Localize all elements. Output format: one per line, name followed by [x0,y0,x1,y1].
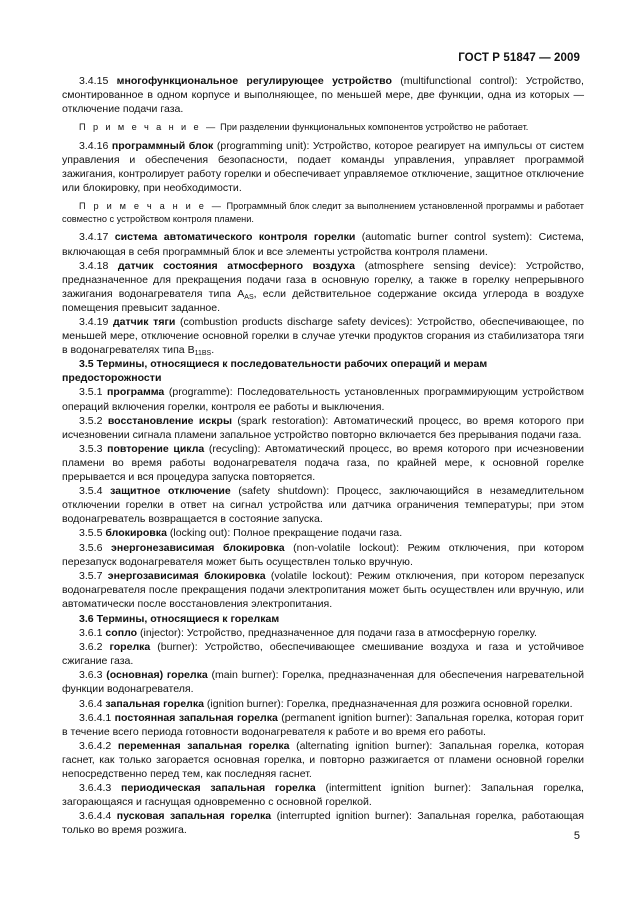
note-2 [62,200,584,225]
term-number: 3.4.16 [79,139,109,152]
term-name: блокировка [105,527,167,540]
note-1 [62,121,584,134]
term-3-4-19 [62,315,584,357]
term-3-6-4-1 [62,711,584,739]
term-3-4-17 [62,230,584,258]
term-definition: (recycling): Автоматический процесс, во время которого при исчезновении пламени во время работы водонагревателя подача газа, по крайней мере, к основной горелке прерывается и вся процедура запуска повторяется. [62,442,584,484]
term-number: 3.6.1 [79,627,103,640]
document-body [62,74,584,837]
term-number: 3.5.3 [79,442,103,455]
term-name: многофункциональное регулирующее устройство [116,75,392,87]
term-number: 3.4.19 [79,316,109,328]
page-number: 5 [573,830,580,842]
term-3-6-4 [62,697,584,711]
term-3-6-1 [62,626,584,640]
term-number: 3.5.4 [79,485,103,498]
note-text: Программный блок следит за выполнением установленной программы и работает совместно с устройством контроля пламени. [62,201,584,224]
term-definition: (interrupted ignition burner): Запальная горелка, работающая только во время розжига. [62,810,584,837]
term-definition: (injector): Устройство, предназначенное для подачи газа в атмосферную горелку. [140,627,537,640]
standard-header: ГОСТ Р 51847 — 2009 [458,52,580,64]
term-definition: (automatic burner control system): Система, включающая в себя программный блок и все элементы устройства контроля пламени. [62,231,584,258]
term-number: 3.6.4.4 [79,810,112,823]
term-definition: (main burner): Горелка, предназначенная для обеспечения нагревательной функции водонагревателя. [62,669,584,696]
term-name: переменная запальная горелка [117,739,290,752]
term-3-5-2 [62,414,584,442]
term-name: датчик состояния атмосферного воздуха [117,259,356,272]
type-subscript: 11BS [194,350,212,358]
term-3-5-1 [62,385,584,413]
term-name: восстановление искры [107,414,232,427]
term-definition: (volatile lockout): Режим отключения, при котором перезапуск водонагревателя после прекращения подачи электропитания может быть осуществлен или вручную, или автоматически после восстановления электропитания. [62,569,584,610]
term-number: 3.6.4 [79,697,103,710]
term-name: пусковая запальная горелка [116,810,272,823]
term-3-6-4-2 [62,739,584,781]
term-3-5-6 [62,541,584,569]
term-name: защитное отключение [110,485,231,498]
note-text: При разделении функциональных компонентов устройство не работает. [220,122,529,133]
term-3-6-4-4 [62,809,584,837]
term-3-5-5 [62,526,584,540]
term-number: 3.5.5 [79,527,103,540]
term-definition: (spark restoration): Автоматический процесс, во время которого при исчезновении сигнала пламени запальное устройство повторно включается без прерывания подачи газа. [62,414,584,441]
term-name: датчик тяги [112,316,176,328]
term-definition: (atmosphere sensing device): Устройство, предназначенное для прекращения подачи газа в основную горелку, а также в горелку непрерывного зажигания водонагревателя типа A [62,259,585,300]
term-name: повторение цикла [107,442,205,455]
term-definition-end: , если действительное содержание оксида углерода в воздухе помещения превысит заданное. [62,287,584,314]
type-subscript: AS [244,293,254,301]
term-3-5-3 [62,442,584,484]
term-3-4-15 [62,74,584,116]
term-3-5-7 [62,569,584,611]
term-number: 3.4.17 [79,231,109,244]
term-number: 3.5.1 [79,386,103,399]
term-number: 3.4.18 [79,259,109,272]
term-name: энергонезависимая блокировка [111,541,285,554]
term-definition: (programming unit): Устройство, которое реагирует на импульсы от систем управления и обеспечения безопасности, подает команды управления, управляет программой зажигания, контролирует работу горелки и обеспечивает управляемое отключение, защитное отключение или блокировку, при необходимости. [62,139,585,195]
term-name: программа [107,386,165,399]
term-number: 3.5.6 [79,541,103,554]
term-name: запальная горелка [105,697,204,710]
term-3-5-4 [62,484,584,526]
term-number: 3.4.15 [79,75,109,87]
term-number: 3.6.4.3 [79,782,112,795]
term-name: постоянная запальная горелка [114,711,278,724]
term-name: горелка [109,641,151,654]
term-name: (основная) горелка [106,669,208,682]
term-number: 3.5.7 [79,569,103,582]
term-name: система автоматического контроля горелки [114,231,356,244]
term-definition: (ignition burner): Горелка, предназначенная для розжига основной горелки. [206,697,573,710]
term-definition: (burner): Устройство, обеспечивающее смешивание воздуха и газа и устойчивое сжигание газа. [62,641,585,668]
term-definition: (safety shutdown): Процесс, заключающийся в незамедлительном отключении горелки в ответ на сигнал устройства или датчика ограничения температуры; при этом водонагреватель возвращается в состояние запуска. [62,485,584,526]
term-3-4-16 [62,139,584,195]
term-definition: (multifunctional control): Устройство, смонтированное в одном корпусе и выполняющее, по меньшей мере, две функции, одна из которых — отключение подачи газа. [62,75,584,116]
term-number: 3.6.4.1 [79,711,112,724]
term-3-6-3 [62,668,584,696]
term-3-6-4-3 [62,781,584,809]
term-definition: (non-volatile lockout): Режим отключения, при котором перезапуск водонагревателя может быть осуществлен только вручную. [62,541,584,568]
term-definition: (permanent ignition burner): Запальная горелка, которая горит в течение всего периода готовности водонагревателя к работе и во время его работы. [62,711,584,738]
section-heading-3-5: 3.5 Термины, относящиеся к последовательности рабочих операций и мерам предосторожности [62,358,488,385]
term-number: 3.6.2 [79,641,103,654]
term-definition: (alternating ignition burner): Запальная горелка, которая гаснет, как только загорается основная горелка, и повторно разжигается от пламени основной горелки непосредственно перед тем, как последняя гаснет. [62,739,585,780]
term-definition-end: . [211,344,215,357]
term-3-6-2 [62,640,584,668]
term-3-4-18 [62,259,584,315]
term-name: сопло [105,627,138,640]
term-name: программный блок [111,139,214,152]
term-definition: (combustion products discharge safety devices): Устройство, обеспечивающее, по меньшей мере, отключение основной горелки в случае утечки продуктов сгорания из стабилизатора тяги в водонагревателях типа B [62,316,585,357]
term-definition: (programme): Последовательность установленных программирующим устройством операций включения горелки, контроля ее работы и выключения. [62,386,585,413]
section-heading-3-6: 3.6 Термины, относящиеся к горелкам [79,612,280,625]
note-label: П р и м е ч а н и е — [79,122,218,133]
term-number: 3.5.2 [79,414,103,427]
term-name: энергозависимая блокировка [107,569,266,582]
term-name: периодическая запальная горелка [121,782,316,795]
term-number: 3.6.3 [79,669,103,682]
term-definition: (locking out): Полное прекращение подачи газа. [169,527,403,540]
note-label: П р и м е ч а н и е — [79,201,224,212]
term-number: 3.6.4.2 [79,739,112,752]
term-definition: (intermittent ignition burner): Запальная горелка, загорающаяся и гаснущая одновременно с основной горелкой. [62,782,584,809]
